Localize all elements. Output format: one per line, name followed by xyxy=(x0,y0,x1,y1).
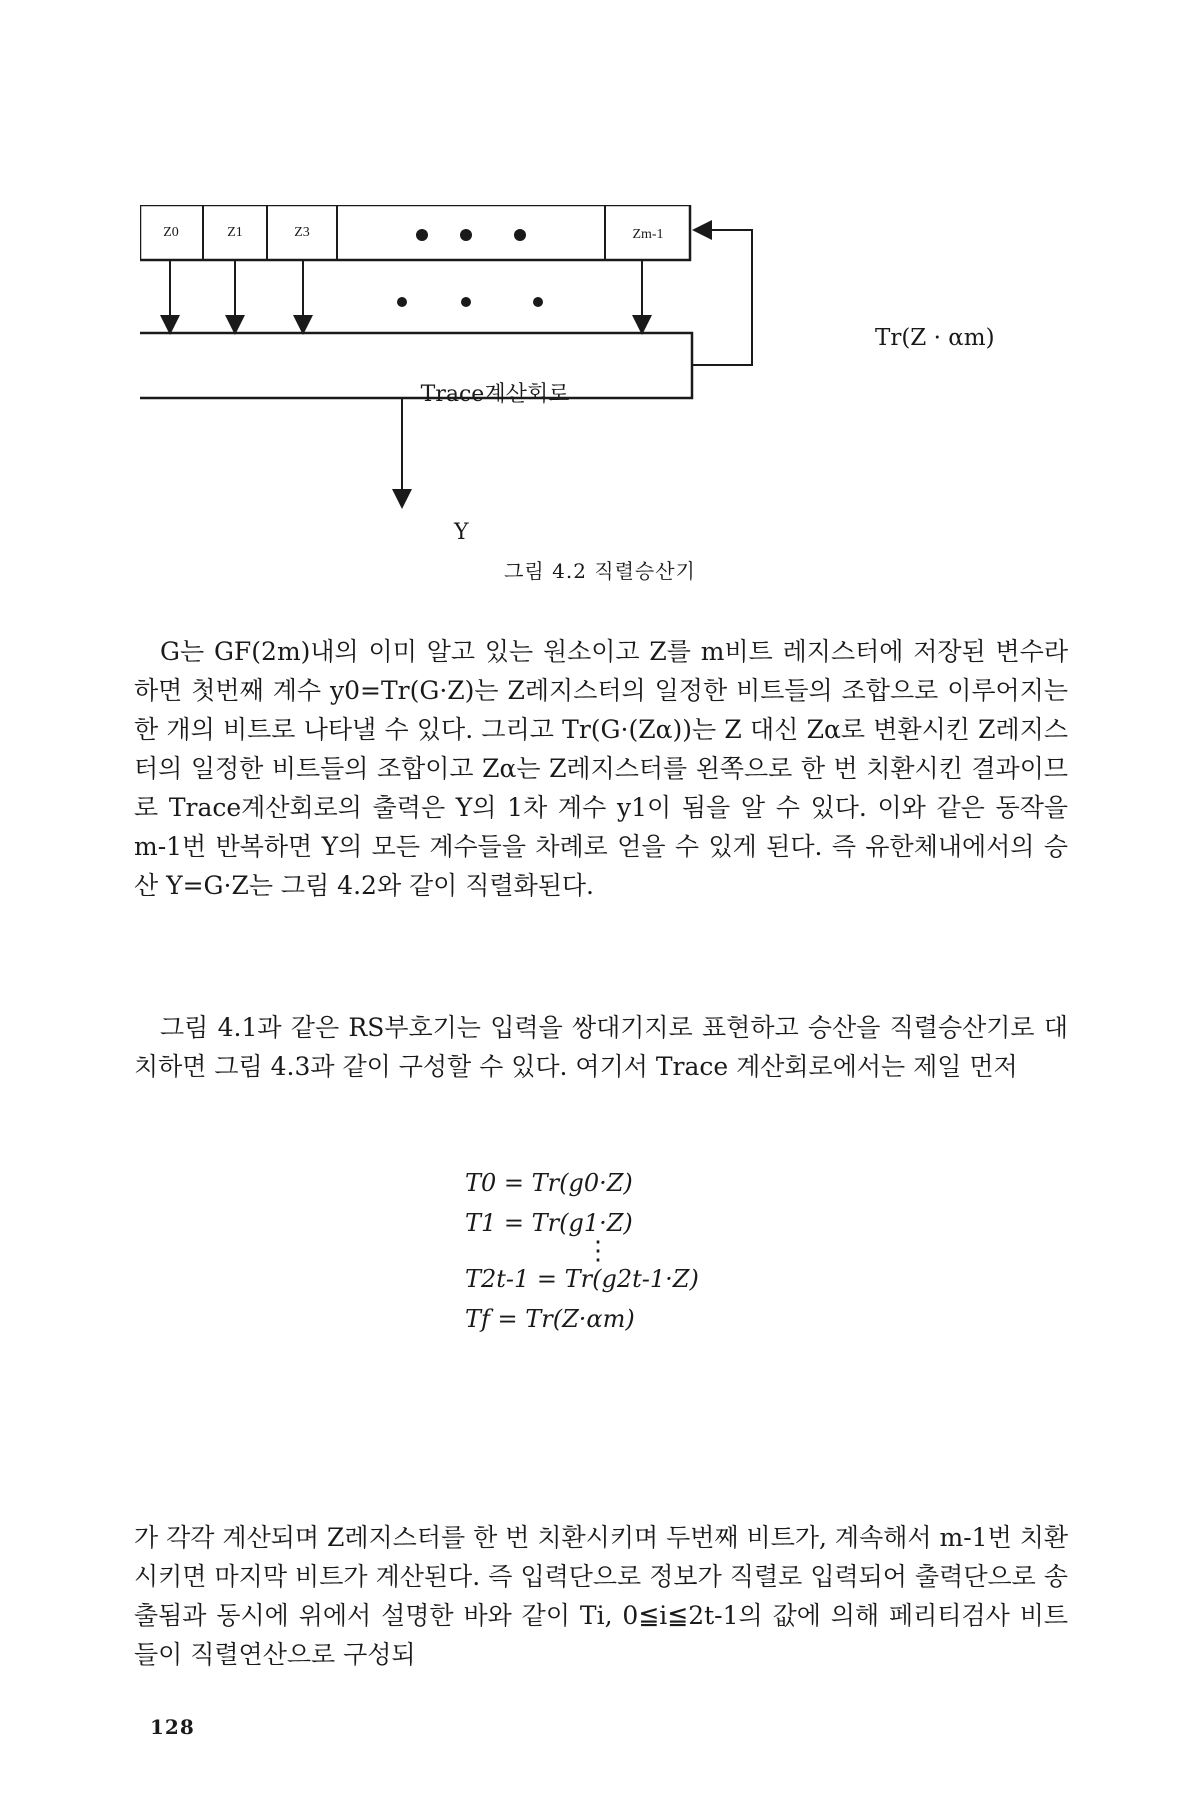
paragraph-3: 가 각각 계산되며 Z레지스터를 한 번 치환시키며 두번째 비트가, 계속해서 m-1번 치환시키면 마지막 비트가 계산된다. 즉 입력단으로 정보가 직렬로 입력되어 출력단으로 송출됨과 동시에 위에서 설명한 바와 같이 Ti, 0≦i≦2t-1의 값에 의해 페리티검사 비트들이 직렬연산으로 구성되 xyxy=(134,1523,1068,1669)
ellipsis-dot xyxy=(460,229,472,241)
ellipsis-dot xyxy=(416,229,428,241)
paragraph-2: 그림 4.1과 같은 RS부호기는 입력을 쌍대기지로 표현하고 승산을 직렬승산기로 대치하면 그림 4.3과 같이 구성할 수 있다. 여기서 Trace 계산회로에서는 제일 먼저 xyxy=(134,1013,1068,1081)
equation-block xyxy=(465,1163,825,1339)
equation-t1: T1 = Tr(g1·Z) xyxy=(465,1209,633,1237)
output-label: Y xyxy=(454,520,469,545)
ellipsis-dot xyxy=(533,297,543,307)
register-z0-label: Z0 xyxy=(163,225,179,240)
trace-block-label: Trace계산회로 xyxy=(420,382,570,407)
register-z1-label: Z1 xyxy=(227,225,243,240)
feedback-label: Tr(Z · αm) xyxy=(875,325,995,351)
page-number: 128 xyxy=(150,1715,195,1739)
equation-t2t-1: T2t-1 = Tr(g2t-1·Z) xyxy=(465,1265,699,1293)
register-z3-label: Z3 xyxy=(294,225,310,240)
equation-ellipsis: ⋮ xyxy=(585,1236,611,1266)
equation-tf: Tf = Tr(Z·αm) xyxy=(465,1305,635,1333)
feedback-line xyxy=(692,230,752,365)
equation-t0: T0 = Tr(g0·Z) xyxy=(465,1169,633,1197)
ellipsis-dot xyxy=(461,297,471,307)
ellipsis-dot xyxy=(514,229,526,241)
figure-caption: 그림 4.2 직렬승산기 xyxy=(504,559,696,583)
register-bank xyxy=(140,205,690,260)
register-zm1-label: Zm-1 xyxy=(632,227,664,242)
serial-multiplier-figure xyxy=(140,205,1040,575)
ellipsis-dot xyxy=(397,297,407,307)
paragraph-1: G는 GF(2m)내의 이미 알고 있는 원소이고 Z를 m비트 레지스터에 저장된 변수라 하면 첫번째 계수 y0=Tr(G·Z)는 Z레지스터의 일정한 비트들의 조합으로 이루어지는 한 개의 비트로 나타낼 수 있다. 그리고 Tr(G·(Zα))는 Z 대신 Zα로 변환시킨 Z레지스터의 일정한 비트들의 조합이고 Zα는 Z레지스터를 왼쪽으로 한 번 치환시킨 결과이므로 Trace계산회로의 출력은 Y의 1차 계수 y1이 됨을 알 수 있다. 이와 같은 동작을 m-1번 반복하면 Y의 모든 계수들을 차례로 얻을 수 있게 된다. 즉 유한체내에서의 승산 Y=G·Z는 그림 4.2와 같이 직렬화된다. xyxy=(134,637,1068,900)
